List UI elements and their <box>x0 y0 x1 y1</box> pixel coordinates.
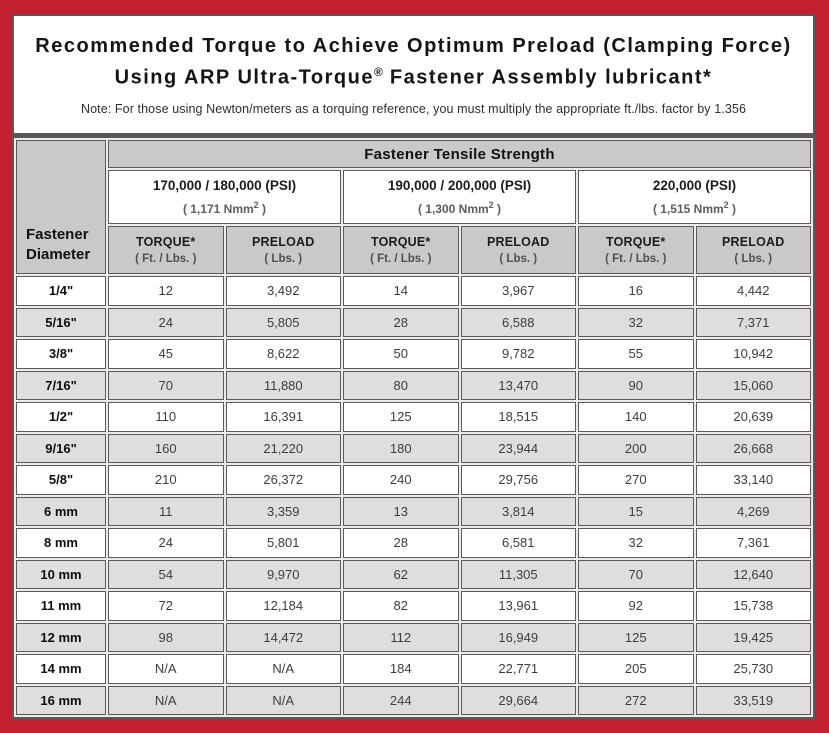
value-cell: 6,588 <box>461 308 577 338</box>
value-cell: 3,359 <box>226 497 342 527</box>
column-unit: ( Ft. / Lbs. ) <box>135 253 197 265</box>
value-cell: 28 <box>343 308 459 338</box>
registered-trademark-symbol: ® <box>373 65 383 79</box>
value-cell: 160 <box>108 434 224 464</box>
torque-table-container <box>12 135 815 719</box>
table-row <box>16 339 811 369</box>
column-unit: ( Lbs. ) <box>264 253 303 265</box>
value-cell: 19,425 <box>696 623 812 653</box>
value-cell: 12,184 <box>226 591 342 621</box>
value-cell: 13 <box>343 497 459 527</box>
nmm-label <box>344 200 575 216</box>
torque-column-header <box>108 226 224 274</box>
nmm-text: ( 1,171 Nmm <box>182 202 254 216</box>
value-cell: 9,782 <box>461 339 577 369</box>
value-cell: 33,519 <box>696 686 812 716</box>
conversion-note: Note: For those using Newton/meters as a torquing reference, you must multiply the appropriate ft./lbs. factor by 1.356 <box>80 101 746 116</box>
column-unit: ( Ft. / Lbs. ) <box>605 253 667 265</box>
column-title: PRELOAD <box>251 235 315 249</box>
content-area <box>12 14 815 719</box>
column-unit: ( Lbs. ) <box>499 253 538 265</box>
diameter-cell: 10 mm <box>16 560 106 590</box>
value-cell: 3,967 <box>461 276 577 306</box>
diameter-cell: 9/16" <box>16 434 106 464</box>
table-row <box>16 308 811 338</box>
diameter-cell: 7/16" <box>16 371 106 401</box>
value-cell: 90 <box>578 371 694 401</box>
table-row <box>16 371 811 401</box>
diameter-cell: 3/8" <box>16 339 106 369</box>
table-row <box>16 560 811 590</box>
column-title: PRELOAD <box>721 235 785 249</box>
value-cell: 14 <box>343 276 459 306</box>
value-cell: 8,622 <box>226 339 342 369</box>
value-cell: 13,961 <box>461 591 577 621</box>
table-row <box>16 497 811 527</box>
page-title-line1: Recommended Torque to Achieve Optimum Preload (Clamping Force) <box>35 35 792 57</box>
value-cell: 3,492 <box>226 276 342 306</box>
value-cell: 70 <box>578 560 694 590</box>
diameter-cell: 1/2" <box>16 402 106 432</box>
table-row <box>16 623 811 653</box>
table-row <box>16 465 811 495</box>
value-cell: 32 <box>578 308 694 338</box>
table-row <box>16 528 811 558</box>
column-title: TORQUE* <box>135 235 196 249</box>
value-cell: 72 <box>108 591 224 621</box>
value-cell: 22,771 <box>461 654 577 684</box>
value-cell: 50 <box>343 339 459 369</box>
value-cell: 13,470 <box>461 371 577 401</box>
fastener-diameter-header-line1: Fastener <box>26 226 89 243</box>
value-cell: 12 <box>108 276 224 306</box>
value-cell: 98 <box>108 623 224 653</box>
value-cell: 125 <box>343 402 459 432</box>
psi-label: 170,000 / 180,000 (PSI) <box>152 178 297 193</box>
value-cell: 62 <box>343 560 459 590</box>
value-cell: 29,664 <box>461 686 577 716</box>
value-cell: 5,801 <box>226 528 342 558</box>
value-cell: 15,738 <box>696 591 812 621</box>
fastener-diameter-header-line2: Diameter <box>26 246 91 263</box>
group-header-row <box>16 140 811 168</box>
diameter-cell: 8 mm <box>16 528 106 558</box>
torque-column-header <box>578 226 694 274</box>
value-cell: 18,515 <box>461 402 577 432</box>
psi-label: 220,000 (PSI) <box>652 178 737 193</box>
value-cell: N/A <box>226 654 342 684</box>
value-cell: 205 <box>578 654 694 684</box>
table-row <box>16 402 811 432</box>
value-cell: 55 <box>578 339 694 369</box>
value-cell: 15 <box>578 497 694 527</box>
tensile-strength-header: Fastener Tensile Strength <box>108 140 811 168</box>
value-cell: 4,442 <box>696 276 812 306</box>
value-cell: 272 <box>578 686 694 716</box>
value-cell: 54 <box>108 560 224 590</box>
table-row <box>16 654 811 684</box>
value-cell: 112 <box>343 623 459 653</box>
nmm-superscript: 2 <box>253 200 259 210</box>
nmm-suffix: ) <box>258 202 267 216</box>
diameter-cell: 6 mm <box>16 497 106 527</box>
value-cell: 12,640 <box>696 560 812 590</box>
value-cell: 184 <box>343 654 459 684</box>
nmm-superscript: 2 <box>488 200 494 210</box>
value-cell: 28 <box>343 528 459 558</box>
value-cell: 125 <box>578 623 694 653</box>
value-cell: 7,361 <box>696 528 812 558</box>
value-cell: 82 <box>343 591 459 621</box>
nmm-label <box>109 200 340 216</box>
strength-group-header-2 <box>343 170 576 224</box>
value-cell: 80 <box>343 371 459 401</box>
diameter-cell: 5/16" <box>16 308 106 338</box>
diameter-cell: 16 mm <box>16 686 106 716</box>
nmm-text: ( 1,515 Nmm <box>652 202 724 216</box>
strength-group-header-1 <box>108 170 341 224</box>
value-cell: 24 <box>108 308 224 338</box>
page-title-line2 <box>14 59 813 91</box>
nmm-label <box>579 200 810 216</box>
value-cell: 15,060 <box>696 371 812 401</box>
value-cell: 200 <box>578 434 694 464</box>
value-cell: N/A <box>226 686 342 716</box>
value-cell: 10,942 <box>696 339 812 369</box>
table-row <box>16 591 811 621</box>
value-cell: 11,880 <box>226 371 342 401</box>
table-row <box>16 434 811 464</box>
value-cell: 11,305 <box>461 560 577 590</box>
value-cell: 11 <box>108 497 224 527</box>
strength-group-header-3 <box>578 170 811 224</box>
value-cell: 45 <box>108 339 224 369</box>
value-cell: 240 <box>343 465 459 495</box>
value-cell: 16 <box>578 276 694 306</box>
torque-column-header <box>343 226 459 274</box>
value-cell: 32 <box>578 528 694 558</box>
column-title: PRELOAD <box>486 235 550 249</box>
value-cell: 26,372 <box>226 465 342 495</box>
value-cell: N/A <box>108 654 224 684</box>
value-cell: 7,371 <box>696 308 812 338</box>
value-cell: 26,668 <box>696 434 812 464</box>
value-cell: 23,944 <box>461 434 577 464</box>
nmm-suffix: ) <box>493 202 502 216</box>
title-line2-text: Using ARP Ultra-Torque <box>114 66 374 89</box>
torque-table-body <box>16 276 811 715</box>
value-cell: 244 <box>343 686 459 716</box>
table-row <box>16 686 811 716</box>
nmm-superscript: 2 <box>723 200 729 210</box>
preload-column-header <box>226 226 342 274</box>
value-cell: 6,581 <box>461 528 577 558</box>
value-cell: 140 <box>578 402 694 432</box>
value-cell: 29,756 <box>461 465 577 495</box>
preload-column-header <box>696 226 812 274</box>
value-cell: 21,220 <box>226 434 342 464</box>
value-cell: 16,949 <box>461 623 577 653</box>
column-header-row <box>16 226 811 274</box>
value-cell: 110 <box>108 402 224 432</box>
diameter-cell: 12 mm <box>16 623 106 653</box>
psi-header-row <box>16 170 811 224</box>
column-unit: ( Ft. / Lbs. ) <box>370 253 432 265</box>
fastener-diameter-header <box>16 140 106 274</box>
column-unit: ( Lbs. ) <box>734 253 773 265</box>
value-cell: N/A <box>108 686 224 716</box>
value-cell: 33,140 <box>696 465 812 495</box>
diameter-cell: 1/4" <box>16 276 106 306</box>
psi-label: 190,000 / 200,000 (PSI) <box>387 178 532 193</box>
value-cell: 70 <box>108 371 224 401</box>
preload-column-header <box>461 226 577 274</box>
torque-table <box>14 138 813 717</box>
title-line2-suffix: Fastener Assembly lubricant* <box>382 66 713 89</box>
value-cell: 25,730 <box>696 654 812 684</box>
diameter-cell: 11 mm <box>16 591 106 621</box>
diameter-cell: 14 mm <box>16 654 106 684</box>
diameter-cell: 5/8" <box>16 465 106 495</box>
column-title: TORQUE* <box>370 235 431 249</box>
value-cell: 4,269 <box>696 497 812 527</box>
table-row <box>16 276 811 306</box>
title-box <box>12 14 815 135</box>
column-title: TORQUE* <box>605 235 666 249</box>
value-cell: 9,970 <box>226 560 342 590</box>
value-cell: 92 <box>578 591 694 621</box>
value-cell: 3,814 <box>461 497 577 527</box>
value-cell: 270 <box>578 465 694 495</box>
value-cell: 16,391 <box>226 402 342 432</box>
value-cell: 14,472 <box>226 623 342 653</box>
value-cell: 24 <box>108 528 224 558</box>
value-cell: 210 <box>108 465 224 495</box>
nmm-text: ( 1,300 Nmm <box>417 202 489 216</box>
nmm-suffix: ) <box>728 202 737 216</box>
value-cell: 20,639 <box>696 402 812 432</box>
value-cell: 5,805 <box>226 308 342 338</box>
value-cell: 180 <box>343 434 459 464</box>
